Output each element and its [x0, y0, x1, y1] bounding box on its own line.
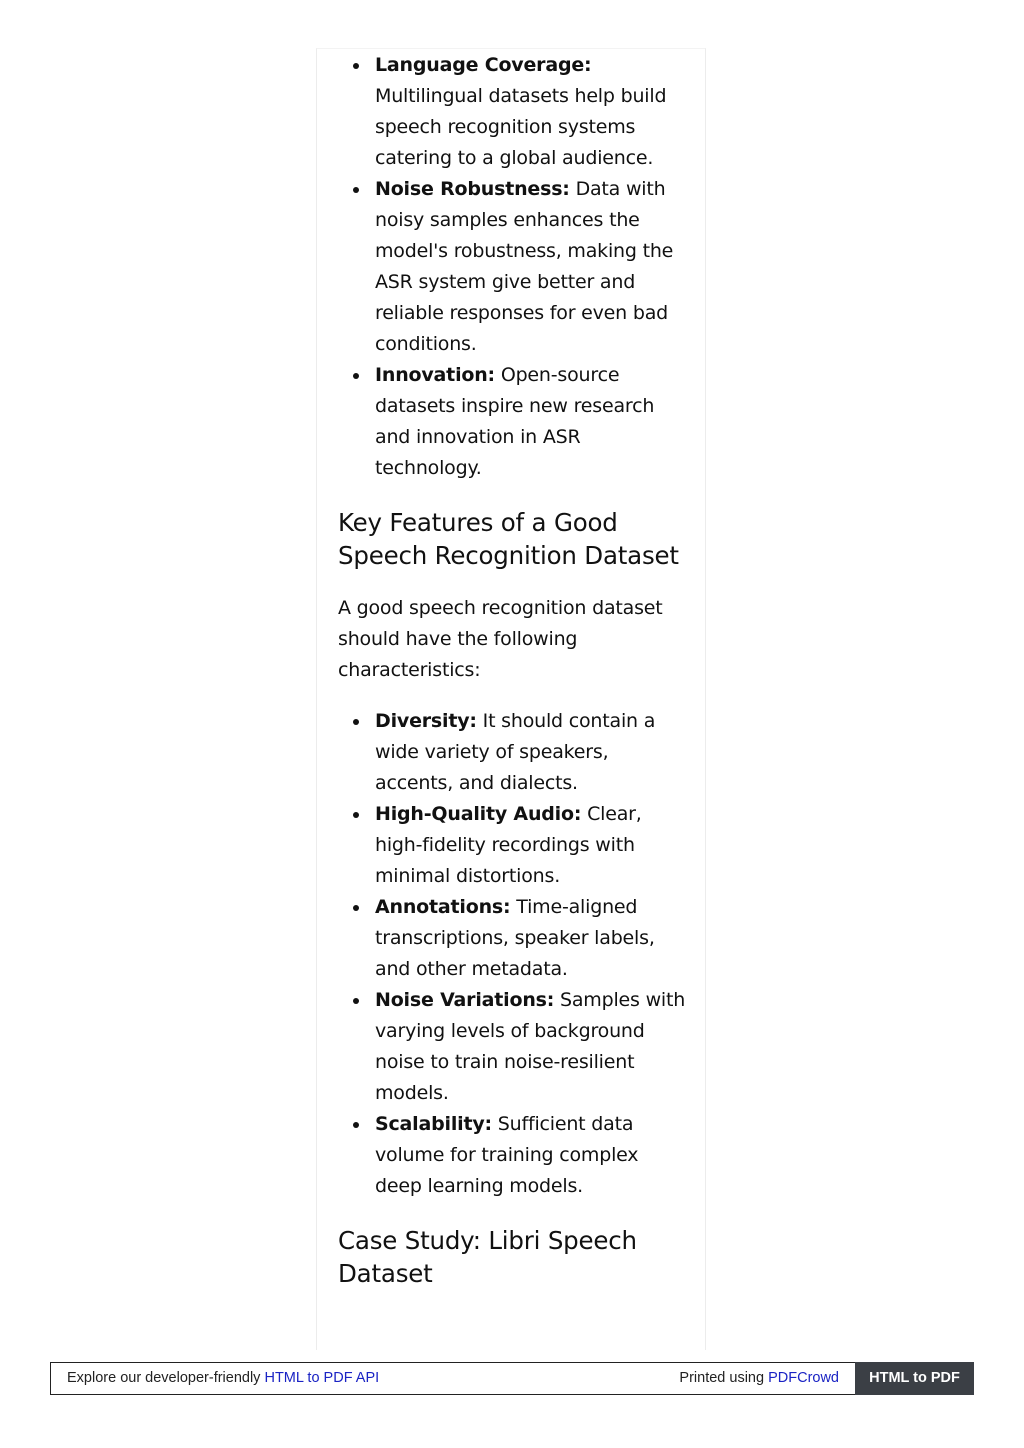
list-item: [338, 1109, 688, 1202]
html-to-pdf-badge-button[interactable]: HTML to PDF: [855, 1362, 974, 1395]
list-item-text: Multilingual datasets help build speech recognition systems catering to a global audience.: [375, 85, 667, 169]
list-item: [338, 892, 688, 985]
list-item-term: Annotations:: [375, 896, 511, 918]
list-item: [338, 985, 688, 1109]
features-list: [338, 706, 688, 1202]
article-column: [316, 48, 706, 1350]
pdfcrowd-footer-bar: [50, 1362, 974, 1395]
pdfcrowd-link[interactable]: PDFCrowd: [768, 1370, 839, 1386]
list-item-term: Diversity:: [375, 710, 477, 732]
intro-paragraph: A good speech recognition dataset should have the following characteristics:: [338, 597, 663, 681]
list-item-term: Noise Robustness:: [375, 178, 570, 200]
footer-promo: [67, 1363, 379, 1394]
list-item-text: Sufficient data volume for training complex deep learning models.: [375, 1113, 639, 1197]
list-item-term: Scalability:: [375, 1113, 492, 1135]
list-item: [338, 360, 688, 484]
list-item-term: Noise Variations:: [375, 989, 555, 1011]
section-heading-case-study: Case Study: Libri Speech Dataset: [338, 1226, 637, 1288]
list-item: [338, 706, 688, 799]
list-item-text: Time-aligned transcriptions, speaker labels, and other metadata.: [375, 896, 655, 980]
benefits-list: [338, 49, 688, 484]
list-item: [338, 174, 688, 360]
list-item-text: Samples with varying levels of background noise to train noise-resilient models.: [375, 989, 686, 1104]
section-heading-key-features: Key Features of a Good Speech Recognition Dataset: [338, 508, 679, 570]
list-item-term: High-Quality Audio:: [375, 803, 582, 825]
list-item-text: Clear, high-fidelity recordings with minimal distortions.: [375, 803, 642, 887]
list-item-term: Language Coverage:: [375, 54, 592, 76]
html-to-pdf-api-link[interactable]: HTML to PDF API: [264, 1370, 380, 1386]
list-item-text: Open-source datasets inspire new research and innovation in ASR technology.: [375, 364, 655, 479]
list-item-text: Data with noisy samples enhances the model's robustness, making the ASR system give better and reliable responses for even bad conditions.: [375, 178, 674, 355]
list-item-term: Innovation:: [375, 364, 495, 386]
footer-printed-text: Printed using: [679, 1370, 765, 1386]
list-item-text: It should contain a wide variety of speakers, accents, and dialects.: [375, 710, 656, 794]
article-content: [338, 49, 688, 1290]
list-item: [338, 50, 688, 174]
footer-printed-by: [679, 1363, 839, 1394]
footer-promo-text: Explore our developer-friendly: [67, 1370, 261, 1386]
list-item: [338, 799, 688, 892]
